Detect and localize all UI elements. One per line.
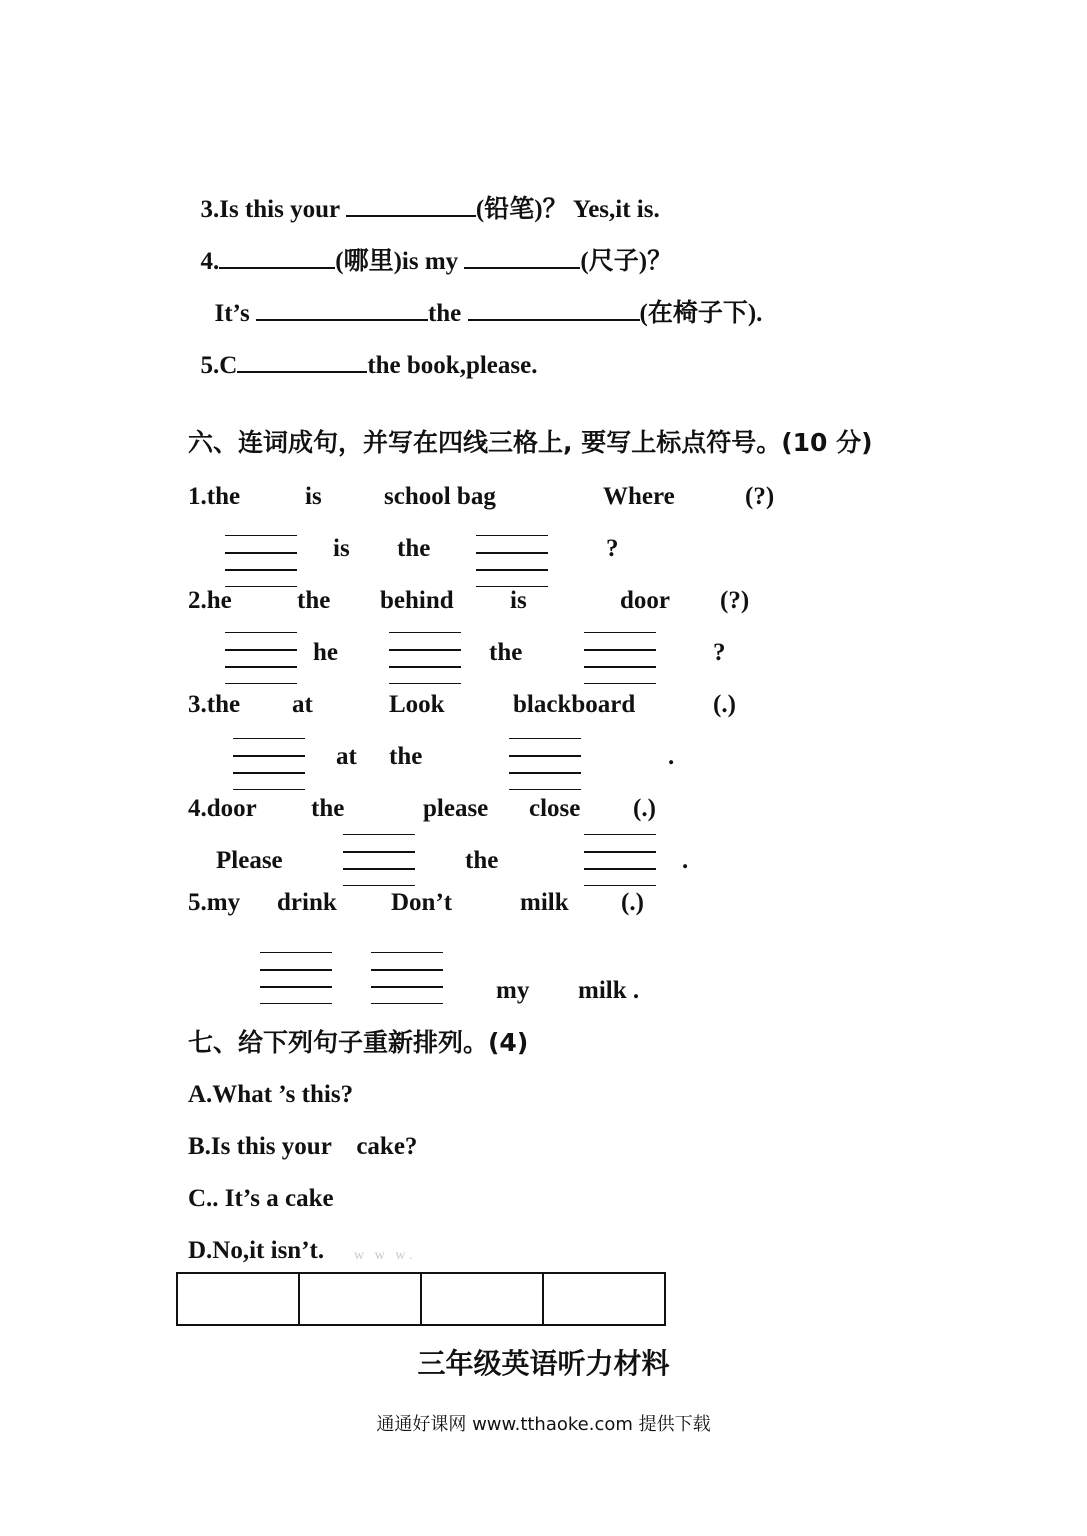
item2-writing-grid-1[interactable]: [225, 632, 297, 684]
item2-word-5: door: [620, 587, 670, 614]
item1-answer-1: is: [333, 535, 350, 562]
item3-word-4: blackboard: [513, 691, 636, 718]
item4-word-3: please: [423, 795, 489, 822]
item3-writing-grid-2[interactable]: [509, 738, 581, 790]
item5-word-2: drink: [277, 889, 337, 916]
q4-blank-1[interactable]: [219, 247, 335, 269]
answer-box-1[interactable]: [177, 1273, 299, 1325]
part6-heading: 六、连词成句，并写在四线三格上, 要写上标点符号。(10 分): [188, 428, 873, 457]
item2-answer-3: ?: [713, 639, 726, 666]
item1-word-5: (?): [745, 483, 775, 510]
item4-word-2: the: [311, 795, 345, 822]
part7-heading: 七、给下列句子重新排列。(4): [188, 1028, 529, 1057]
item2-writing-grid-3[interactable]: [584, 632, 656, 684]
item2-answer-2: the: [489, 639, 523, 666]
watermark-text: w w w .: [354, 1248, 413, 1263]
item3-word-2: at: [292, 691, 313, 718]
item1-word-4: Where: [603, 483, 675, 510]
item5-word-5: (.): [621, 889, 644, 916]
item4-writing-grid-2[interactable]: [584, 834, 656, 886]
q5-blank[interactable]: [237, 351, 367, 373]
item3-word-1: 3.the: [188, 691, 241, 718]
item3-word-3: Look: [389, 691, 445, 718]
sentence-c: C.. It’s a cake: [188, 1185, 334, 1212]
page-footer: 通通好课网 www.tthaoke.com 提供下载: [376, 1414, 711, 1435]
q4b-blank-2[interactable]: [468, 299, 640, 321]
sentence-a: A.What ’s this?: [188, 1081, 354, 1108]
item3-answer-3: .: [668, 743, 675, 770]
answer-box-2[interactable]: [299, 1273, 421, 1325]
item2-word-6: (?): [720, 587, 750, 614]
item4-word-5: (.): [633, 795, 656, 822]
item2-word-3: behind: [380, 587, 454, 614]
item5-answer-2: milk .: [578, 977, 640, 1004]
item2-word-2: the: [297, 587, 331, 614]
item5-word-3: Don’t: [391, 889, 453, 916]
item2-word-1: 2.he: [188, 587, 232, 614]
q4b-blank-1[interactable]: [256, 299, 428, 321]
item2-writing-grid-2[interactable]: [389, 632, 461, 684]
item3-answer-1: at: [336, 743, 357, 770]
item5-word-4: milk: [520, 889, 569, 916]
item4-answer-3: .: [682, 847, 689, 874]
answer-box-4[interactable]: [543, 1273, 665, 1325]
item1-writing-grid-2[interactable]: [476, 535, 548, 587]
item1-word-2: is: [305, 483, 322, 510]
item4-writing-grid-1[interactable]: [343, 834, 415, 886]
order-answer-table: [176, 1272, 666, 1326]
item5-writing-grid-1[interactable]: [260, 952, 332, 1004]
item1-writing-grid-1[interactable]: [225, 535, 297, 587]
q3-line: 3.Is this your (铅笔)？ Yes,it is.: [200, 194, 660, 223]
sentence-d: D.No,it isn’t.: [188, 1237, 325, 1264]
q3-blank[interactable]: [346, 195, 476, 217]
item4-word-4: close: [529, 795, 581, 822]
item5-answer-1: my: [496, 977, 530, 1004]
answer-box-3[interactable]: [421, 1273, 543, 1325]
item4-answer-1: Please: [216, 847, 283, 874]
item3-answer-2: the: [389, 743, 423, 770]
item5-word-1: 5.my: [188, 889, 241, 916]
listening-title: 三年级英语听力材料: [417, 1347, 670, 1380]
item3-writing-grid-1[interactable]: [233, 738, 305, 790]
q5-line: 5.C the book,please.: [200, 352, 538, 379]
item4-answer-2: the: [465, 847, 499, 874]
q4b-line: It’s the (在椅子下).: [214, 298, 763, 327]
item2-word-4: is: [510, 587, 527, 614]
q4-blank-2[interactable]: [464, 247, 580, 269]
q4-line: 4. (哪里)is my (尺子)？: [200, 246, 673, 275]
item2-answer-1: he: [313, 639, 338, 666]
item4-word-1: 4.door: [188, 795, 257, 822]
item5-writing-grid-2[interactable]: [371, 952, 443, 1004]
sentence-b: B.Is this your cake?: [188, 1133, 418, 1160]
item1-word-1: 1.the: [188, 483, 241, 510]
item1-word-3: school bag: [384, 483, 496, 510]
item1-answer-3: ?: [606, 535, 619, 562]
item1-answer-2: the: [397, 535, 431, 562]
item3-word-5: (.): [713, 691, 736, 718]
